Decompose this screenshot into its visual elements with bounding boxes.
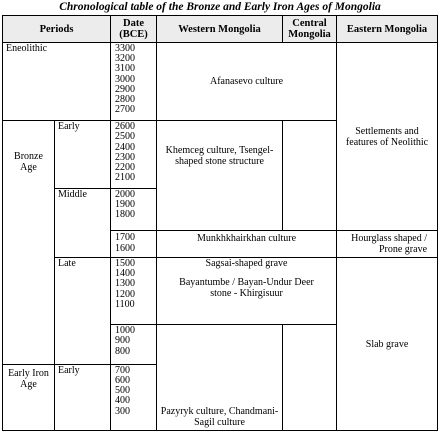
date-cell xyxy=(111,325,157,365)
date-value: 2900 xyxy=(115,83,136,95)
date-cell xyxy=(111,121,157,188)
date-value: 3300 xyxy=(115,43,136,54)
khemceg-culture: Khemceg culture, Tsengel-shaped stone structure xyxy=(157,121,283,231)
page-title: Chronological table of the Bronze and Early Iron Ages of Mongolia xyxy=(59,1,381,13)
date-value: 400 xyxy=(115,395,131,407)
subperiod-iron-early: Early xyxy=(55,364,111,430)
date-value: 500 xyxy=(115,385,131,397)
late-bronze-cultures xyxy=(157,258,337,325)
date-value: 2100 xyxy=(115,172,136,184)
date-value: 2200 xyxy=(115,162,136,174)
date-value: 2800 xyxy=(115,93,136,105)
chronology-table xyxy=(2,15,438,431)
period-bronze-age: Bronze Age xyxy=(3,121,55,365)
munkhkhairkhan-culture: Munkhkhairkhan culture xyxy=(157,231,337,258)
header-row xyxy=(3,16,438,43)
period-early-iron-age: Early Iron Age xyxy=(3,364,55,430)
date-value: 1600 xyxy=(115,242,136,254)
header-periods: Periods xyxy=(3,16,111,43)
header-date: Date (BCE) xyxy=(111,16,157,43)
header-eastern-mongolia: Eastern Mongolia xyxy=(337,16,438,43)
subperiod-bronze-early: Early xyxy=(55,121,111,188)
subperiod-bronze-late: Late xyxy=(55,258,111,365)
subperiod-bronze-middle: Middle xyxy=(55,188,111,257)
sagsai-grave: Sagsai-shaped grave xyxy=(205,258,288,270)
period-eneolithic: Eneolithic xyxy=(3,43,111,121)
bayantumbe-deer-stone: Bayantumbe / Bayan-Undur Deer stone - Khirgisuur xyxy=(179,277,314,300)
date-cell xyxy=(111,43,157,121)
date-value: 1300 xyxy=(115,278,136,290)
table-row xyxy=(3,43,438,121)
date-value: 1200 xyxy=(115,288,136,300)
pazyryk-culture: Pazyryk culture, Chandmani-Sagil culture xyxy=(157,325,283,431)
date-value: 2600 xyxy=(115,121,136,133)
empty-cell xyxy=(283,121,337,231)
table-row xyxy=(3,258,438,325)
date-value: 800 xyxy=(115,345,131,357)
date-cell xyxy=(111,364,157,430)
date-value: 1000 xyxy=(115,325,136,337)
date-value: 700 xyxy=(115,364,131,376)
date-value: 2300 xyxy=(115,151,136,163)
date-value: 1100 xyxy=(115,298,135,310)
date-value: 2000 xyxy=(115,188,136,200)
date-value: 1700 xyxy=(115,232,136,244)
date-value: 900 xyxy=(115,335,131,347)
date-value: 600 xyxy=(115,374,131,386)
settlements-neolithic: Settlements and features of Neolithic xyxy=(337,43,438,231)
date-value: 1900 xyxy=(115,198,136,210)
date-value: 3000 xyxy=(115,73,136,85)
date-value: 2400 xyxy=(115,141,136,153)
date-value: 300 xyxy=(115,405,131,417)
date-value: 1800 xyxy=(115,209,136,221)
empty-cell xyxy=(283,325,337,431)
afanasevo-culture: Afanasevo culture xyxy=(157,43,337,121)
header-central-mongolia: Central Mongolia xyxy=(283,16,337,43)
date-cell xyxy=(111,258,157,325)
date-cell xyxy=(111,231,157,258)
date-cell xyxy=(111,188,157,231)
date-value: 2700 xyxy=(115,104,136,116)
date-value: 3200 xyxy=(115,53,136,65)
date-value: 3100 xyxy=(115,63,136,75)
date-value: 1500 xyxy=(115,258,136,270)
header-western-mongolia: Western Mongolia xyxy=(157,16,283,43)
date-value: 2500 xyxy=(115,131,136,143)
date-value: 1400 xyxy=(115,268,136,280)
hourglass-grave: Hourglass shaped / Prone grave xyxy=(337,231,438,258)
slab-grave: Slab grave xyxy=(337,258,438,431)
